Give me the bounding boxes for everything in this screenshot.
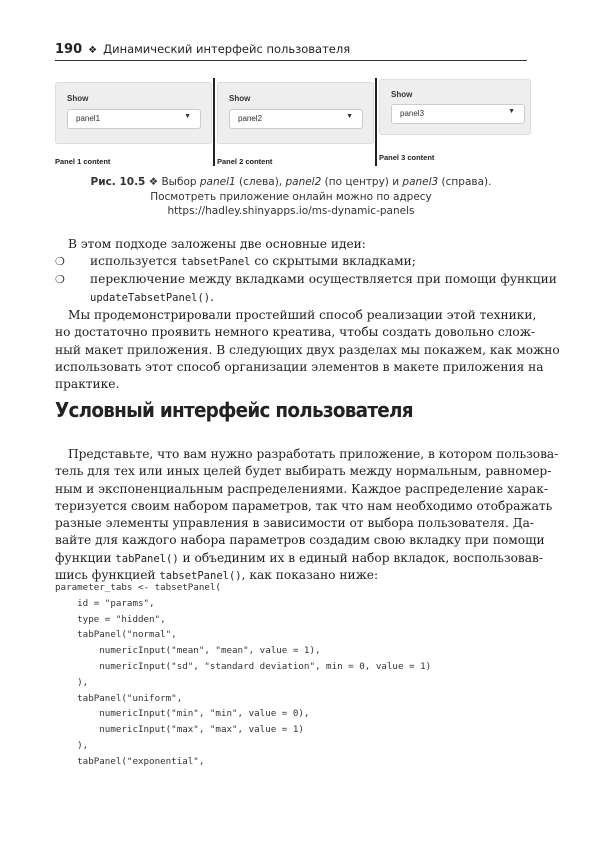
running-header — [55, 42, 527, 61]
caption-em: panel1 — [199, 176, 236, 188]
panel-content: Panel 1 content — [55, 157, 111, 166]
code-line: parameter_tabs <- tabsetPanel( — [55, 582, 221, 593]
text: , как показано ниже: — [241, 568, 379, 583]
code-line: numericInput("sd", "standard deviation", min = 0, value = 1) — [55, 660, 432, 672]
paragraph-2 — [55, 446, 559, 584]
divider — [375, 78, 377, 166]
text-line: В этом подходе заложены две основные идеи: — [68, 237, 366, 251]
text-line: разные элементы управления в зависимости от выбора пользователя. Да- — [55, 516, 534, 531]
caption-url[interactable]: https://hadley.shinyapps.io/ms-dynamic-panels — [167, 205, 415, 217]
caption-line: Посмотреть приложение онлайн можно по адресу — [150, 190, 432, 203]
caption-text: (слева), — [235, 176, 286, 188]
text: со скрытыми вкладками; — [250, 254, 416, 268]
text-line: ный макет приложения. В следующих двух разделах мы покажем, как можно — [55, 342, 560, 357]
caret-down-icon: ▼ — [184, 113, 191, 120]
code-line: id = "params", — [55, 597, 155, 609]
panel-3-sidebar — [379, 79, 531, 135]
code-line: tabPanel("normal", — [55, 629, 177, 641]
text: используется — [90, 254, 181, 268]
diamond-icon: ❖ — [88, 45, 98, 56]
figure-caption — [55, 175, 527, 219]
show-label: Show — [229, 94, 251, 103]
paragraph-1 — [55, 307, 560, 393]
select-value: panel3 — [400, 109, 425, 118]
text-line: теризуется своим набором параметров, так что нам необходимо отображать — [55, 498, 553, 513]
inline-code: tabsetPanel — [180, 256, 251, 268]
diamond-icon: ❖ — [148, 176, 159, 188]
page-number: 190 — [55, 42, 83, 57]
code-line: numericInput("max", "max", value = 1) — [55, 724, 304, 736]
select-value: panel2 — [238, 114, 263, 123]
text-line: практике. — [55, 377, 120, 392]
text-line: вайте для каждого набора параметров создадим свою вкладку при помощи — [55, 533, 545, 548]
text-line — [55, 550, 544, 567]
code-line: ), — [55, 739, 89, 751]
select-value: panel1 — [76, 114, 101, 123]
code-line: ), — [55, 676, 89, 688]
code-listing — [55, 580, 431, 770]
chapter-title: Динамический интерфейс пользователя — [103, 42, 351, 56]
caption-em: panel3 — [402, 176, 439, 188]
panel-content: Panel 3 content — [379, 153, 435, 162]
inline-code: tabsetPanel() — [159, 570, 242, 583]
inline-code: updateTabsetPanel() — [90, 291, 211, 304]
text-line: ным и экспоненциальным распределениями. Каждое распределение харак- — [55, 481, 548, 496]
divider — [213, 78, 215, 166]
code-line: tabPanel("exponential", — [55, 755, 205, 767]
figure-number: Рис. 10.5 — [90, 176, 146, 188]
panel-1-sidebar — [55, 82, 212, 144]
code-line: numericInput("mean", "mean", value = 1), — [55, 645, 321, 657]
show-select[interactable] — [67, 109, 201, 129]
show-label: Show — [67, 94, 89, 103]
circle-bullet-icon: ❍ — [55, 255, 65, 268]
circle-bullet-icon: ❍ — [55, 273, 65, 287]
caption-text: (по центру) и — [321, 176, 403, 188]
text-line: Мы продемонстрировали простейший способ реализации этой техники, — [68, 308, 537, 322]
text: шись функцией — [55, 568, 160, 583]
inline-code: tabPanel() — [115, 552, 179, 565]
text-line: использовать этот способ организации элементов в макете приложения на — [55, 359, 544, 374]
text-line: но достаточно проявить немного креатива, чтобы создать довольно слож- — [55, 325, 536, 340]
caption-text: (справа). — [438, 176, 492, 188]
code-line: numericInput("min", "min", value = 0), — [55, 708, 310, 720]
show-select[interactable] — [391, 104, 525, 124]
text: и объединим их в единый набор вкладок, воспользовав- — [178, 550, 544, 565]
caption-text: Выбор — [161, 176, 200, 188]
code-line: type = "hidden", — [55, 613, 166, 625]
show-select[interactable] — [229, 109, 363, 129]
panel-content: Panel 2 content — [217, 157, 273, 166]
text: переключение между вкладками осуществляется при помощи функции — [90, 272, 557, 287]
list-item — [55, 253, 527, 271]
caption-em: panel2 — [285, 176, 322, 188]
show-label: Show — [391, 90, 413, 99]
caret-down-icon: ▼ — [346, 113, 353, 120]
intro-paragraph — [55, 236, 527, 253]
text-line: Представьте, что вам нужно разработать приложение, в котором пользова- — [68, 447, 559, 461]
caret-down-icon: ▼ — [508, 108, 515, 115]
text-line: тель для тех или иных целей будет выбирать между нормальным, равномер- — [55, 464, 552, 479]
list-item — [55, 271, 557, 307]
panel-2-sidebar — [217, 82, 374, 144]
code-line: tabPanel("uniform", — [55, 692, 183, 704]
text: функции — [55, 550, 116, 565]
section-heading: Условный интерфейс пользователя — [55, 398, 413, 422]
bullet-list — [55, 253, 557, 307]
text: . — [210, 289, 214, 304]
